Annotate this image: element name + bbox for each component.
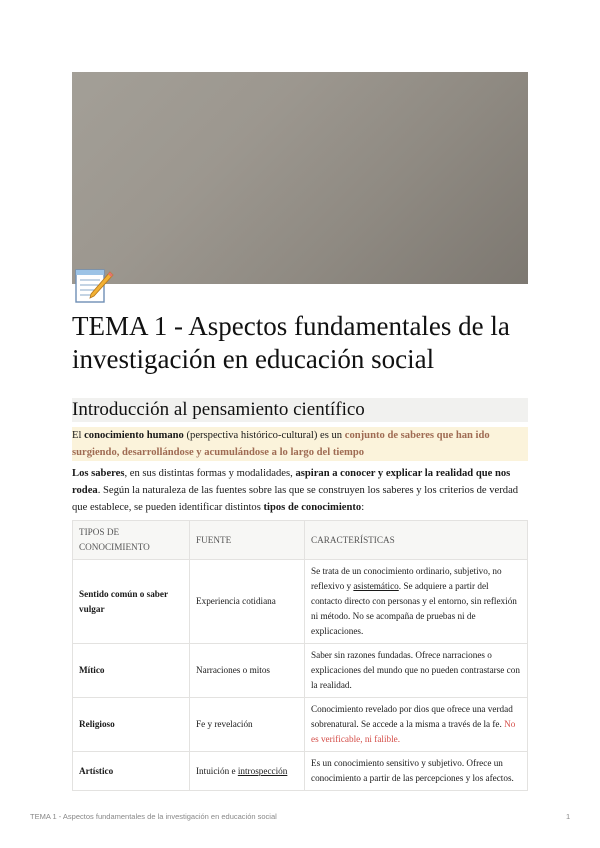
tipo-cell: Sentido común o saber vulgar: [73, 560, 190, 644]
bold-term: aspiran a conocer y explicar la realidad que nos rodea: [72, 468, 511, 496]
intro-paragraph: [72, 427, 528, 461]
table-row: [73, 644, 528, 698]
caracteristicas-cell: [305, 698, 528, 752]
fuente-cell: Fe y revelación: [190, 698, 305, 752]
text-run: . Según la naturaleza de las fuentes sobre las que se construyen los saberes y los criterios de verdad que establece, se pueden identificar distintos: [72, 485, 519, 513]
text-run: :: [361, 502, 365, 513]
text-run: Conocimiento revelado por dios que ofrece una verdad sobrenatural. Se accede a la misma a través de la fe.: [311, 704, 513, 729]
caracteristicas-cell: Es un conocimiento sensitivo y subjetivo. Ofrece un conocimiento a partir de las percepciones y los afectos.: [305, 752, 528, 791]
column-header: FUENTE: [190, 521, 305, 560]
saberes-paragraph: [72, 465, 528, 516]
column-header: TIPOS DE CONOCIMIENTO: [73, 521, 190, 560]
table-row: [73, 560, 528, 644]
knowledge-types-table: [72, 520, 528, 791]
caracteristicas-cell: Saber sin razones fundadas. Ofrece narraciones o explicaciones del mundo que no pueden contrastarse con la realidad.: [305, 644, 528, 698]
text-run: Se trata de un conocimiento ordinario, subjetivo, no reflexivo y: [311, 566, 502, 591]
text-run: . Se adquiere a partir del contacto directo con personas y el entorno, sin reflexión ni método. No se acompaña de pruebas ni de explicaciones.: [311, 581, 517, 636]
underlined-text: asistemático: [353, 581, 399, 591]
caracteristicas-cell: [305, 560, 528, 644]
fuente-cell: [190, 752, 305, 791]
table-header-row: [73, 521, 528, 560]
red-text: No es verificable, ni falible.: [311, 719, 516, 744]
section-heading: Introducción al pensamiento científico: [72, 398, 528, 422]
bold-term: Los saberes: [72, 468, 125, 479]
page-number: 1: [566, 812, 571, 821]
text-run: (perspectiva histórico-cultural) es un: [183, 430, 345, 441]
column-header: CARACTERÍSTICAS: [305, 521, 528, 560]
footer-title: TEMA 1 - Aspectos fundamentales de la investigación en educación social: [30, 812, 277, 821]
text-run: , en sus distintas formas y modalidades,: [124, 468, 296, 479]
underlined-text: introspección: [237, 765, 288, 776]
tipo-cell: Religioso: [73, 698, 190, 752]
table-row: [73, 752, 528, 791]
tipo-cell: Artístico: [73, 752, 190, 791]
fuente-cell: Narraciones o mitos: [190, 644, 305, 698]
memo-icon: [74, 266, 114, 304]
page-title: TEMA 1 - Aspectos fundamentales de la investigación en educación social: [72, 311, 510, 374]
highlighted-text: conjunto de saberes que han ido surgiendo, desarrollándose y acumulándose a lo largo del tiempo: [72, 430, 490, 458]
text-run: El: [72, 430, 85, 441]
cover-image: [72, 72, 528, 284]
bold-term: conocimiento humano: [84, 430, 184, 441]
fuente-cell: Experiencia cotidiana: [190, 560, 305, 644]
bold-term: tipos de conocimiento: [263, 502, 362, 513]
text-run: Intuición e: [196, 765, 238, 776]
table-row: [73, 698, 528, 752]
tipo-cell: Mítico: [73, 644, 190, 698]
